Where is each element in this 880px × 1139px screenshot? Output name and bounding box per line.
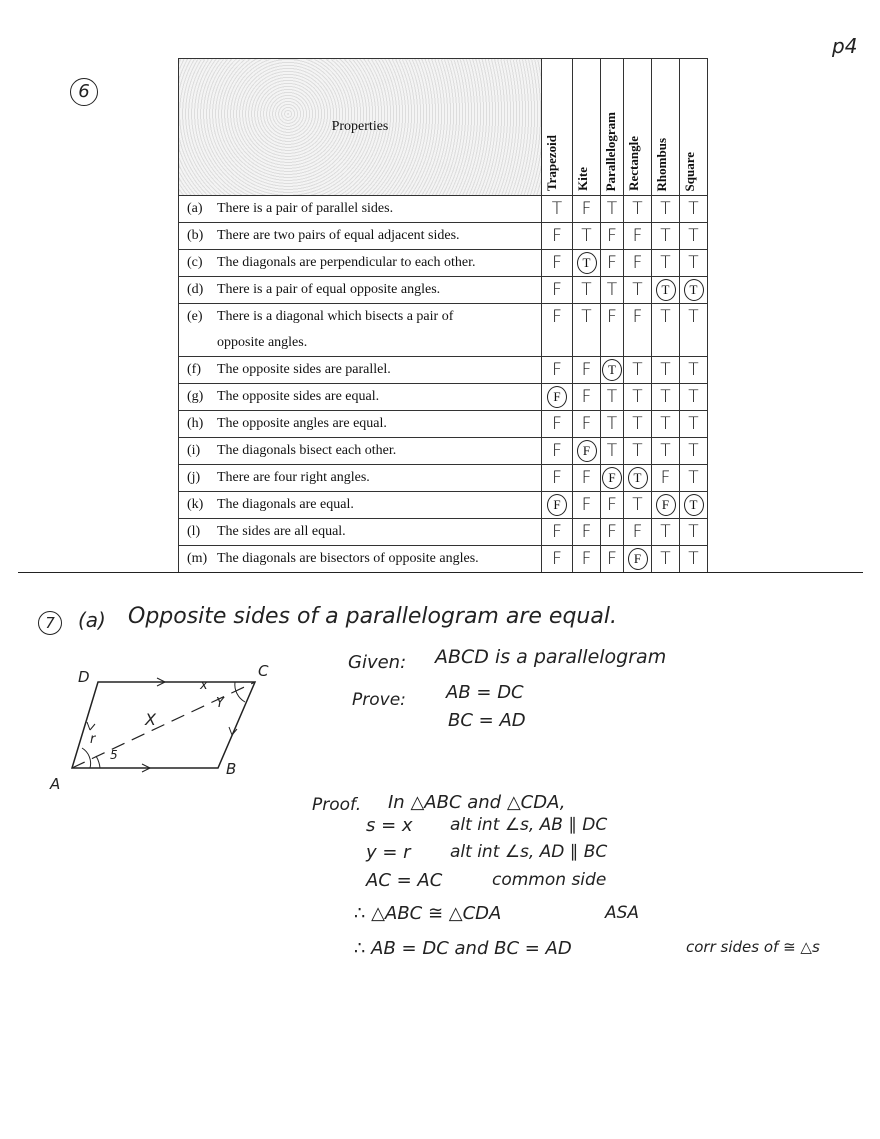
answer: F [552,414,562,434]
table-row [179,223,708,250]
column-header-trapezoid [542,59,573,196]
proof-reason: alt int ∠s, AD ∥ BC [450,842,608,862]
property-text: There is a pair of parallel sides. [217,201,394,216]
angle-x-label: x [200,678,208,693]
circled-answer: F [577,440,597,462]
answer: T [606,199,618,219]
answer: F [552,280,562,300]
angle-arc-x [235,682,245,702]
answer-cell-square [680,546,708,573]
property-text: opposite angles. [217,335,308,350]
answer-cell-rhombus [652,465,680,492]
property-cell [179,411,542,438]
property-text: The sides are all equal. [217,524,346,539]
property-label: (l) [187,524,201,539]
answer-cell-square [680,330,708,357]
circled-answer: T [628,467,648,489]
answer: T [632,199,643,219]
question-6-number: 6 [70,78,98,106]
answer-cell-rhombus [652,330,680,357]
answer-cell-rectangle [624,384,652,411]
circled-answer: F [547,494,567,516]
answer-cell-rhombus [652,277,680,304]
vertex-c-label: C [258,662,269,680]
answer-cell-parallelogram [601,546,624,573]
section-divider [18,572,863,573]
proof-reason: corr sides of ≅ △s [686,938,820,956]
answer-cell-parallelogram [601,277,624,304]
answer: F [632,522,643,542]
answer-cell-rectangle [624,465,652,492]
table-row [179,519,708,546]
answer-cell-parallelogram [601,411,624,438]
circled-answer: F [547,386,567,408]
answer-cell-trapezoid [542,465,573,492]
answer: T [688,199,699,219]
answer-cell-rhombus [652,411,680,438]
property-text: The opposite sides are equal. [217,389,380,404]
parallelogram-diagram [40,660,280,800]
answer-cell-kite [573,384,601,411]
answer: T [632,441,643,461]
property-cell [179,384,542,411]
answer: F [607,253,617,273]
table-row [179,357,708,384]
answer-cell-trapezoid [542,492,573,519]
answer: F [607,549,617,569]
answer: T [660,414,671,434]
answer: T [688,522,699,542]
circled-answer: T [684,279,704,301]
property-text: The diagonals bisect each other. [217,443,397,458]
answer-cell-parallelogram [601,304,624,331]
answer: F [607,495,617,515]
theorem-statement: Opposite sides of a parallelogram are equal. [128,604,617,629]
answer-cell-rectangle [624,411,652,438]
answer-cell-trapezoid [542,330,573,357]
answer: F [632,226,643,246]
table-row [179,492,708,519]
answer: T [632,280,643,300]
proof-statement: AC = AC [366,870,443,891]
answer-cell-trapezoid [542,519,573,546]
answer: T [632,495,643,515]
column-label: Rhombus [654,137,669,191]
property-cell [179,277,542,304]
column-label: Kite [575,167,590,191]
answer: T [688,307,699,327]
properties-table [178,58,708,573]
property-cell [179,465,542,492]
answer-cell-parallelogram [601,519,624,546]
answer-cell-square [680,250,708,277]
proof-intro: In △ABC and △CDA, [388,792,566,813]
answer: T [660,549,671,569]
answer-cell-kite [573,304,601,331]
answer: T [551,199,563,219]
answer-cell-parallelogram [601,250,624,277]
answer-cell-rhombus [652,196,680,223]
vertex-a-label: A [50,775,61,793]
property-text: The diagonals are perpendicular to each other. [217,255,476,270]
answer-cell-square [680,196,708,223]
proof-statement: s = x [366,815,413,836]
answer-cell-trapezoid [542,411,573,438]
answer-cell-rectangle [624,277,652,304]
angle-r-label: r [90,732,96,747]
answer-cell-square [680,411,708,438]
answer-cell-rectangle [624,546,652,573]
answer-cell-rectangle [624,357,652,384]
answer-cell-square [680,223,708,250]
proof-statement: ∴ AB = DC and BC = AD [354,938,572,959]
proof-statement: ∴ △ABC ≅ △CDA [354,903,502,924]
column-header-kite [573,59,601,196]
answer-cell-kite [573,223,601,250]
property-label: (d) [187,282,204,297]
column-label: Parallelogram [603,111,618,191]
answer-cell-kite [573,546,601,573]
answer: T [606,414,618,434]
answer: T [660,360,671,380]
property-label: (f) [187,362,201,377]
property-label: (j) [187,470,201,485]
circled-answer: T [602,359,622,381]
answer-cell-square [680,304,708,331]
answer-cell-kite [573,465,601,492]
property-label: (g) [187,389,204,404]
answer-cell-kite [573,250,601,277]
answer: T [660,307,671,327]
property-text: There is a diagonal which bisects a pair of [217,309,454,324]
answer-cell-parallelogram [601,492,624,519]
diagonal-ac [72,682,255,768]
property-label: (c) [187,255,203,270]
answer: T [688,387,699,407]
answer: F [632,307,643,327]
answer-cell-trapezoid [542,277,573,304]
answer: F [607,226,617,246]
answer: F [552,226,562,246]
angle-arc-s [96,756,100,768]
answer-cell-rectangle [624,250,652,277]
answer: F [581,522,592,542]
answer: T [688,414,699,434]
answer-cell-square [680,384,708,411]
answer-cell-square [680,465,708,492]
circled-answer: T [684,494,704,516]
proof-reason: common side [492,870,607,890]
answer: F [552,307,562,327]
answer: T [688,441,699,461]
answer-cell-parallelogram [601,438,624,465]
parallel-arrows-sides [87,722,237,735]
prove-statement-2: BC = AD [448,710,526,731]
circled-answer: T [577,252,597,274]
property-text: The opposite angles are equal. [217,416,387,431]
answer: F [552,549,562,569]
answer: F [581,387,592,407]
properties-header: Properties [179,59,542,196]
table-row [179,546,708,573]
answer-cell-square [680,277,708,304]
answer-cell-trapezoid [542,223,573,250]
answer: T [606,441,618,461]
property-cell [179,304,542,331]
table-row [179,438,708,465]
property-cell [179,519,542,546]
answer: F [607,522,617,542]
answer-cell-trapezoid [542,384,573,411]
answer-cell-rhombus [652,438,680,465]
answer: T [688,253,699,273]
table-row [179,196,708,223]
answer: T [632,360,643,380]
answer: T [688,549,699,569]
answer: T [688,226,699,246]
answer: T [660,387,671,407]
page-number: p4 [832,34,858,58]
property-cell [179,357,542,384]
table-row [179,277,708,304]
answer-cell-rectangle [624,438,652,465]
angle-y-label: Y [216,696,224,711]
circled-answer: F [628,548,648,570]
answer-cell-kite [573,438,601,465]
answer-cell-rhombus [652,492,680,519]
proof-reason: ASA [605,903,640,923]
angle-s-label: 5 [110,748,118,762]
proof-reason: alt int ∠s, AB ∥ DC [450,815,608,835]
table-row [179,330,708,357]
answer-cell-parallelogram [601,330,624,357]
property-text: There are two pairs of equal adjacent sides. [217,228,460,243]
given-text: ABCD is a parallelogram [435,646,667,668]
answer-cell-rhombus [652,357,680,384]
vertex-d-label: D [78,668,90,686]
table-row [179,411,708,438]
answer: T [632,414,643,434]
column-label: Rectangle [626,136,641,191]
answer: T [581,226,592,246]
proof-label: Proof. [312,795,362,815]
question-7-number: 7 [38,611,62,635]
answer-cell-rhombus [652,384,680,411]
column-header-rectangle [624,59,652,196]
column-label: Square [682,151,697,191]
answer: F [552,253,562,273]
answer-cell-trapezoid [542,438,573,465]
property-cell [179,492,542,519]
property-cell [179,250,542,277]
answer: F [552,360,562,380]
answer-cell-kite [573,277,601,304]
answer: F [660,468,671,488]
answer: F [581,199,592,219]
prove-statement-1: AB = DC [446,682,524,703]
property-cell [179,223,542,250]
answer: T [660,441,671,461]
answer: T [632,387,643,407]
answer: T [660,522,671,542]
table-row [179,304,708,331]
property-cell [179,196,542,223]
answer-cell-rhombus [652,223,680,250]
property-text: The diagonals are equal. [217,497,354,512]
answer: T [606,280,618,300]
answer-cell-trapezoid [542,357,573,384]
answer-cell-parallelogram [601,223,624,250]
property-label: (k) [187,497,204,512]
answer-cell-rectangle [624,519,652,546]
property-text: The opposite sides are parallel. [217,362,391,377]
property-label: (a) [187,201,203,216]
answer-cell-trapezoid [542,304,573,331]
answer: F [581,360,592,380]
answer: F [552,468,562,488]
property-label: (e) [187,309,203,324]
answer-cell-trapezoid [542,546,573,573]
answer: T [688,468,699,488]
property-text: There is a pair of equal opposite angles. [217,282,441,297]
answer-cell-kite [573,330,601,357]
answer-cell-rectangle [624,304,652,331]
answer-cell-square [680,519,708,546]
answer-cell-kite [573,357,601,384]
answer-cell-parallelogram [601,357,624,384]
answer-cell-rhombus [652,250,680,277]
property-text: There are four right angles. [217,470,370,485]
circled-answer: F [656,494,676,516]
property-cell [179,546,542,573]
answer-cell-kite [573,492,601,519]
answer: F [552,522,562,542]
answer-cell-rectangle [624,196,652,223]
column-header-parallelogram [601,59,624,196]
answer: F [581,468,592,488]
table-row [179,250,708,277]
answer-cell-trapezoid [542,250,573,277]
answer: T [688,360,699,380]
answer: T [660,253,671,273]
answer-cell-rhombus [652,304,680,331]
answer-cell-rhombus [652,519,680,546]
answer-cell-rectangle [624,223,652,250]
answer: F [552,441,562,461]
answer: T [660,226,671,246]
property-cell [179,438,542,465]
diagonal-mark: X [145,710,156,729]
column-header-square [680,59,708,196]
prove-label: Prove: [352,690,406,710]
answer: F [581,414,592,434]
circled-answer: T [656,279,676,301]
part-label: (a) [78,608,106,632]
angle-arc-r [82,748,91,768]
table-row [179,384,708,411]
answer: T [581,307,592,327]
answer-cell-square [680,438,708,465]
answer: F [632,253,643,273]
answer-cell-rectangle [624,330,652,357]
answer-cell-parallelogram [601,465,624,492]
answer-cell-parallelogram [601,196,624,223]
property-label: (m) [187,551,208,566]
answer-cell-rectangle [624,492,652,519]
answer-cell-kite [573,411,601,438]
property-label: (i) [187,443,201,458]
vertex-b-label: B [226,760,237,778]
answer: T [581,280,592,300]
column-label: Trapezoid [544,134,559,191]
answer: T [606,387,618,407]
answer-cell-square [680,357,708,384]
answer-cell-square [680,492,708,519]
answer-cell-trapezoid [542,196,573,223]
answer-cell-kite [573,196,601,223]
answer-cell-rhombus [652,546,680,573]
answer: F [607,307,617,327]
property-cell [179,330,542,357]
given-label: Given: [348,652,407,673]
answer: T [660,199,671,219]
proof-statement: y = r [366,842,411,863]
table-row [179,465,708,492]
circled-answer: F [602,467,622,489]
property-text: The diagonals are bisectors of opposite angles. [217,551,479,566]
answer: F [581,549,592,569]
property-label: (b) [187,228,204,243]
answer-cell-kite [573,519,601,546]
answer-cell-parallelogram [601,384,624,411]
answer: F [581,495,592,515]
column-header-rhombus [652,59,680,196]
property-label: (h) [187,416,204,431]
